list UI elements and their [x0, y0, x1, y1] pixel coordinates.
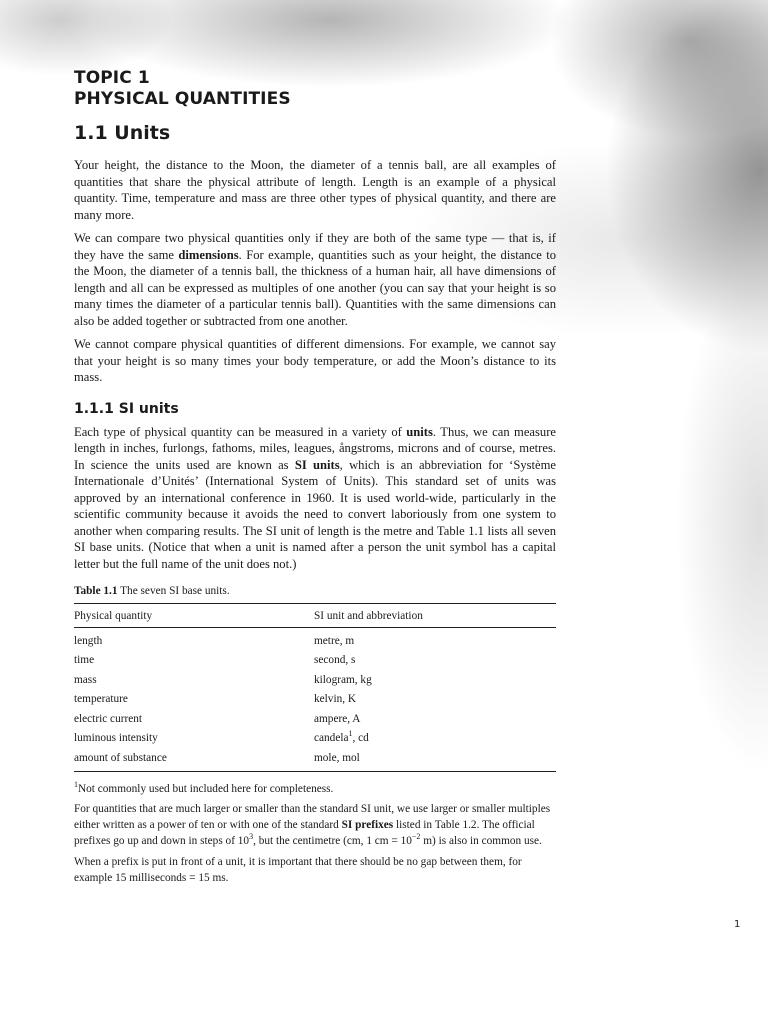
subsection-heading: 1.1.1 SI units: [74, 400, 179, 417]
table-footnote: [74, 779, 556, 796]
paragraph-si-units: [74, 424, 556, 573]
quantity-cell: electric current: [74, 712, 143, 725]
prefix-paragraph-part4: m) is also in common use.: [420, 834, 542, 847]
table-caption: [74, 584, 556, 598]
unit-cell: metre, m: [314, 634, 355, 647]
quantity-cell: luminous intensity: [74, 732, 158, 745]
footnote-text: Not commonly used but included here for completeness.: [78, 782, 334, 795]
unit-cell: second, s: [314, 654, 356, 667]
unit-cell: kilogram, kg: [314, 673, 372, 686]
unit-name: candela: [314, 732, 349, 745]
table-caption-label: Table 1.1: [74, 585, 118, 597]
table-row: [74, 628, 556, 651]
quantity-cell: time: [74, 654, 95, 667]
paragraph-dimensions-part2: . For example, quantities such as your height, the distance to the Moon, the diameter of a tennis ball, the thickness of a human hair, all have dimensions of length and all can be expressed as multiples of one another (you can say that your height is so many times the diameter of a particular tennis ball). Quantities with the same dimensions can also be added together or subtracted from one another.: [74, 247, 557, 328]
term-units: units: [406, 424, 433, 439]
term-si-prefixes: SI prefixes: [341, 818, 394, 831]
table-row: [74, 690, 556, 710]
paragraph-si-prefixes: [74, 801, 556, 849]
exponent-3: 3: [249, 831, 254, 841]
unit-cell: kelvin, K: [314, 693, 357, 706]
si-paragraph-part3: , which is an abbreviation for ‘Système Internationale d’Unités’ (International System of Units). This standard set of units was approved by an international conference in 1960. It is used world-wide, particularly in the scientific community because it avoids the need to convert laboriously from one system to another when comparing results. The SI unit of length is the metre and Table 1.1 lists all seven SI base units. (Notice that when a unit is named after a person the unit symbol has a capital letter but the full name of the unit does not.): [74, 457, 557, 571]
si-paragraph-part2: . Thus, we can measure length in inches, furlongs, fathoms, miles, leagues, ångstroms, microns and of course, metres. In science the units used are known as: [74, 424, 557, 472]
table-row: [74, 729, 556, 749]
paragraph-dimensions-part1: We can compare two physical quantities only if they are both of the same type — that is, if they have the same: [74, 231, 556, 262]
table-row: [74, 651, 556, 671]
paragraph-different-dimensions: We cannot compare physical quantities of different dimensions. For example, we cannot say that your height is so many times your body temperature, or add the Moon’s distance to its mass.: [74, 337, 556, 384]
table-header-row: [74, 604, 556, 628]
quantity-cell: temperature: [74, 693, 128, 706]
quantity-cell: length: [74, 634, 103, 647]
unit-cell: ampere, A: [314, 712, 361, 725]
unit-abbreviation: , cd: [352, 732, 369, 745]
prefix-paragraph-part2: listed in Table 1.2. The official prefixes go up and down in steps of 10: [74, 818, 535, 847]
header-physical-quantity: Physical quantity: [74, 604, 314, 628]
table-row: [74, 748, 556, 771]
quantity-cell: mass: [74, 673, 97, 686]
term-dimensions: dimensions: [178, 247, 239, 262]
exponent-minus-2: −2: [411, 831, 421, 841]
prefix-paragraph-part3: , but the centimetre (cm, 1 cm = 10: [253, 834, 412, 847]
footnote-number: 1: [74, 779, 78, 789]
table-row: [74, 709, 556, 729]
si-base-units-table: [74, 603, 556, 772]
topic-number: TOPIC 1: [74, 68, 150, 88]
prefix-paragraph-part1: For quantities that are much larger or smaller than the standard SI unit, we use larger or smaller multiples either written as a power of ten or with one of the standard: [74, 802, 551, 831]
header-si-unit: SI unit and abbreviation: [314, 604, 556, 628]
page-content: [74, 68, 556, 891]
section-heading: 1.1 Units: [74, 122, 171, 144]
unit-cell: [314, 729, 556, 749]
term-si-units: SI units: [294, 457, 340, 472]
footnote-marker: 1: [348, 729, 353, 739]
paragraph-length: Your height, the distance to the Moon, the diameter of a tennis ball, are all examples of quantities that share the physical attribute of length. Length is an example of a physical quantity. Time, temperature and mass are three other types of physical quantity, and there are many more.: [74, 158, 556, 222]
page-number: 1: [734, 919, 741, 930]
paragraph-no-gap: When a prefix is put in front of a unit, it is important that there should be no gap between them, for example 15 milliseconds = 15 ms.: [74, 855, 522, 884]
quantity-cell: amount of substance: [74, 748, 314, 771]
table-row: [74, 670, 556, 690]
unit-cell: mole, mol: [314, 748, 556, 771]
topic-title: PHYSICAL QUANTITIES: [74, 89, 291, 109]
paragraph-dimensions: [74, 230, 556, 329]
table-caption-text: The seven SI base units.: [117, 585, 230, 597]
si-paragraph-part1: Each type of physical quantity can be measured in a variety of: [74, 424, 407, 439]
